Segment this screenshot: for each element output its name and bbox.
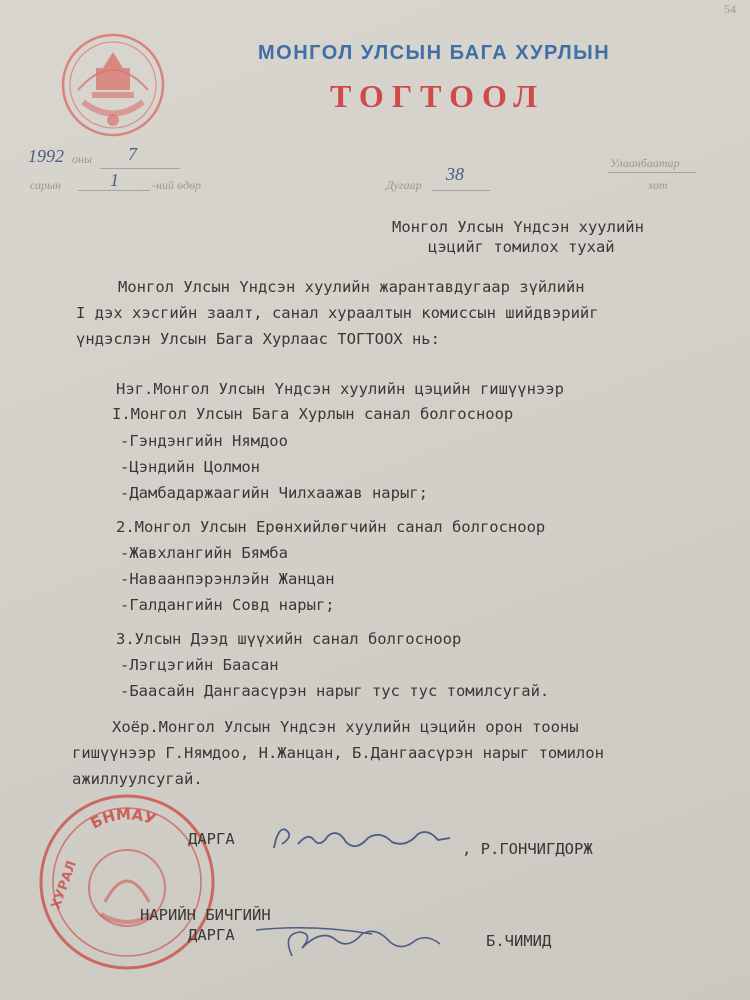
year-suffix: оны [72,152,93,166]
chair-title: ДАРГА [188,830,235,848]
section-one-heading: Нэг.Монгол Улсын Үндсэн хуулийн цэцийн гишүүнээр [116,380,564,398]
subject-line-2: цэцийг томилох тухай [428,238,615,256]
list-item: -Цэндийн Цолмон [120,458,260,476]
group-1-heading: I.Монгол Улсын Бага Хурлын санал болгосноор [112,405,514,423]
decree-title: ТОГТООЛ [330,78,546,114]
number-value: 38 [446,164,464,184]
month-label: сарын [30,178,62,192]
chair-signature-icon [268,818,458,862]
svg-text:БНМАУ [88,805,159,832]
number-label: Дугаар [386,178,422,192]
official-seal-stamp [35,790,220,975]
year-value: 1992 [28,146,64,166]
section-two-line-3: ажиллуулсугай. [72,770,203,788]
council-name: МОНГОЛ УЛСЫН БАГА ХУРЛЫН [258,42,611,64]
city-label: Улаанбаатар [610,156,680,170]
list-item: -Баасайн Дангаасүрэн нарыг тус тус томилсугай. [120,682,550,700]
preamble-line-2: I дэх хэсгийн заалт, санал хураалтын комиссын шийдвэрийг [76,304,599,322]
stamp-top-text: БНМАУ [87,805,159,833]
city-suffix: хот [648,178,668,192]
day-value: 1 [110,170,119,190]
page-number: 54 [724,2,736,16]
secretariat-title-line-1: НАРИЙН БИЧГИЙН [140,906,271,924]
month-value: 7 [128,144,137,164]
group-2-heading: 2.Монгол Улсын Ерөнхийлөгчийн санал болгосноор [116,518,546,536]
secretariat-name: Б.ЧИМИД [486,932,552,950]
secretariat-signature-icon [252,904,452,962]
list-item: -Гэндэнгийн Нямдоо [120,432,288,450]
stamp-side-text: ХУРАЛ [48,858,81,912]
chair-name: , Р.ГОНЧИГДОРЖ [462,840,593,858]
state-emblem-icon [58,30,168,140]
subject-line-1: Монгол Улсын Үндсэн хуулийн [392,218,644,236]
group-3-heading: 3.Улсын Дээд шүүхийн санал болгосноор [116,630,462,648]
day-label: -ний өдөр [152,178,202,192]
section-two-line-1: Хоёр.Монгол Улсын Үндсэн хуулийн цэцийн орон тооны [112,718,579,736]
preamble-line-1: Монгол Улсын Үндсэн хуулийн жарантавдугаар зүйлийн [118,278,585,296]
list-item: -Лэгцэгийн Баасан [120,656,279,674]
section-two-line-2: гишүүнээр Г.Нямдоо, Н.Жанцан, Б.Дангаасүрэн нарыг томилон [72,744,604,762]
list-item: -Жавхлангийн Бямба [120,544,288,562]
list-item: -Галдангийн Совд нарыг; [120,596,335,614]
preamble-line-3: үндэслэн Улсын Бага Хурлаас ТОГТООХ нь: [76,330,440,348]
secretariat-title-line-2: ДАРГА [188,926,235,944]
list-item: -Дамбадаржаагийн Чилхаажав нарыг; [120,484,428,502]
list-item: -Наваанпэрэнлэйн Жанцан [120,570,335,588]
